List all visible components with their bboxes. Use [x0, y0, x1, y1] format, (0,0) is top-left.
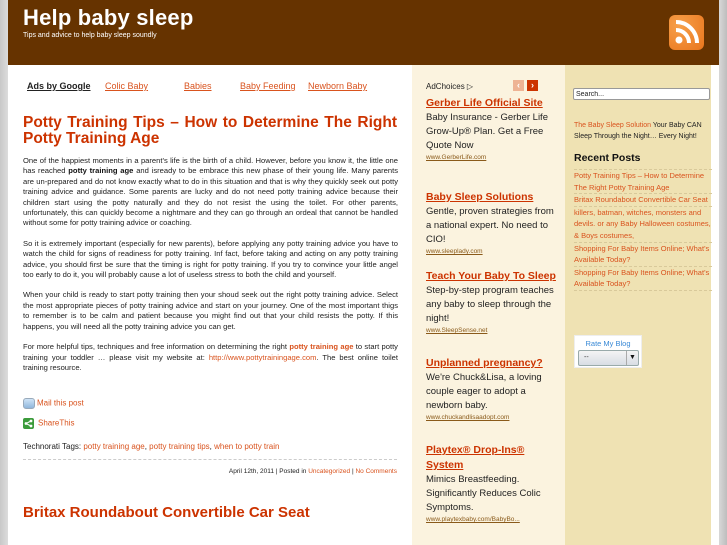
site-tagline: Tips and advice to help baby sleep soundly [23, 32, 157, 39]
separator: | [351, 468, 354, 475]
right-sidebar [565, 65, 711, 545]
mail-icon [23, 398, 35, 409]
ad-url-link[interactable]: www.SleepSense.net [426, 327, 488, 334]
ad-title-link[interactable]: Unplanned pregnancy? [426, 357, 543, 369]
ad-link-babies[interactable]: Babies [184, 81, 212, 91]
ads-by-google-label[interactable]: Ads by Google [27, 81, 91, 91]
share-label: ShareThis [38, 418, 75, 428]
post-title[interactable]: Britax Roundabout Convertible Car Seat [23, 504, 310, 521]
ad-url-link[interactable]: www.chuckandlisaadopt.com [426, 414, 510, 421]
tag-link[interactable]: when to potty train [214, 442, 280, 451]
page [8, 0, 719, 545]
promo-description: Your Baby CAN Sleep Through the Night… Every Night! [574, 122, 702, 140]
bold-keyword: potty training age [68, 166, 134, 176]
mail-this-post-link[interactable] [23, 398, 84, 409]
mail-label: Mail this post [37, 398, 84, 408]
ad-unit [426, 96, 556, 161]
post-paragraph [23, 156, 398, 229]
divider [574, 290, 712, 291]
share-this-link[interactable] [23, 418, 74, 429]
ad-text: Baby Insurance - Gerber Life Grow-Up® Plan. Get a Free Quote Now [426, 112, 548, 151]
divider [23, 459, 397, 460]
post-meta [229, 468, 397, 475]
main-content [8, 65, 412, 545]
ad-url-link[interactable]: www.GerberLife.com [426, 154, 487, 161]
recent-post-link[interactable]: killers, batman, witches, monsters and devils. or any Baby Halloween costumes, & Boys costumes, [574, 207, 711, 240]
rate-label: Rate My Blog [585, 339, 631, 348]
recent-posts-list [574, 169, 712, 291]
ad-url-link[interactable]: www.playtexbaby.com/BabyBo... [426, 516, 520, 523]
ad-url-link[interactable]: www.sleeplady.com [426, 248, 483, 255]
ad-title-link[interactable]: Baby Sleep Solutions [426, 191, 534, 203]
window-border-right [719, 0, 727, 545]
text: and isready to be embrace this new phase of their young life. Many parents are un-prepared and do not know exactly what to do in this situation and that is why they quickly seek out potty training advice and guidance. Some parents are lucky and do not need potty training advice because their children start using the potty naturally and they do not resist the using the toilet. For other parents, unfortunately, this can quickly become a nightmare and they can go through an ordeal that cannot be handled without some for potty training advice or coaching. [23, 166, 398, 228]
ad-column [412, 65, 565, 545]
ad-text: Step-by-step program teaches any baby to sleep through the night! [426, 285, 554, 324]
rating-value: -- [584, 354, 589, 361]
recent-post-link[interactable]: Potty Training Tips – How to Determine The Right Potty Training Age [574, 169, 712, 193]
text: One of the happiest moments in a parent's life is the birth of a child. However, before you know it, the little one has reached [23, 156, 398, 176]
rate-my-blog-widget [574, 335, 642, 368]
recent-post-link[interactable]: Shopping For Baby Items Online; What's Available Today? [574, 266, 712, 290]
ad-unit [426, 443, 556, 523]
text: . The best online toilet training resource. [23, 352, 398, 372]
post-paragraph: So it is extremely important (especially for new parents), before applying any potty training advice you have to watch the child for signs of readiness for potty training. Inf fact, before taking and acting on any potty training advice, you should first be sure that the timing is right for potty training. If you try to convince your little angel too early to do it, you will probably cause a lot of useless stress to both the child and yourself. [23, 238, 398, 280]
ad-text: Mimics Breastfeeding. Significantly Reduces Colic Symptoms. [426, 474, 541, 513]
rating-select[interactable] [578, 350, 639, 366]
post-paragraph [23, 342, 398, 373]
ad-text: Gentle, proven strategies from a national expert. No need to CIO! [426, 206, 554, 245]
ad-prev-button[interactable]: ‹ [513, 80, 524, 91]
site-header [8, 0, 719, 65]
keyword-link[interactable]: potty training age [289, 342, 354, 352]
ad-text: We're Chuck&Lisa, a loving couple eager to adopt a newborn baby. [426, 372, 542, 411]
recent-post-link[interactable]: Shopping For Baby Items Online; What's Available Today? [574, 242, 712, 266]
ad-link-colic-baby[interactable]: Colic Baby [105, 81, 149, 91]
post-paragraph: When your child is ready to start potty training then your shoud seek out the right potty training advice. Select the most appropriate pieces of potty training advice and start on your journey. One of the most important thigs to remember is to be calm and patient because you might find out that your child resists the potty. If this happens, you will need all the potty training advice you can get. [23, 290, 398, 331]
ad-next-button[interactable]: › [527, 80, 538, 91]
posted-in-label: | Posted in [275, 468, 307, 475]
category-link[interactable]: Uncategorized [308, 468, 351, 475]
ad-title-link[interactable]: Gerber Life Official Site [426, 97, 543, 109]
window-border-left [0, 0, 8, 545]
post-date: April 12th, 2011 [228, 468, 274, 475]
tags-label: Technorati Tags: [23, 442, 82, 451]
ad-title-link[interactable]: Teach Your Baby To Sleep [426, 270, 556, 282]
ad-unit [426, 356, 556, 421]
post-body-truncated [23, 539, 398, 545]
text: to start potty training your toddler … please visit my website at: [23, 342, 398, 362]
site-title[interactable]: Help baby sleep [23, 5, 194, 30]
ad-unit [426, 190, 556, 255]
chevron-down-icon: ▼ [626, 351, 638, 365]
post-title[interactable]: Potty Training Tips – How to Determine The Right Potty Training Age [23, 114, 397, 147]
recent-posts-heading: Recent Posts [574, 152, 641, 164]
ad-title-link[interactable]: Playtex® Drop-Ins® System [426, 444, 525, 471]
tag-link[interactable]: potty training tips [149, 442, 210, 451]
recent-post-link[interactable]: Britax Roundabout Convertible Car Seat [574, 193, 712, 206]
search-input[interactable] [573, 88, 710, 100]
text: For more helpful tips, techniques and free information on determining the right [23, 342, 290, 352]
promo-text [574, 120, 709, 142]
promo-link[interactable]: The Baby Sleep Solution [574, 122, 652, 129]
ad-link-newborn-baby[interactable]: Newborn Baby [308, 81, 368, 91]
ad-link-baby-feeding[interactable]: Baby Feeding [240, 81, 296, 91]
technorati-tags: Technorati Tags: potty training age, potty training tips, when to potty train [23, 442, 280, 451]
rss-feed-icon[interactable] [669, 15, 704, 50]
ad-unit [426, 269, 556, 334]
post-body [23, 156, 398, 383]
website-link[interactable]: http://www.pottytrainingage.com [208, 352, 317, 362]
comments-link[interactable]: No Comments [355, 468, 397, 475]
adchoices-label[interactable]: AdChoices ▷ [426, 82, 474, 91]
tag-link[interactable]: potty training age [83, 442, 145, 451]
share-icon [23, 418, 34, 429]
